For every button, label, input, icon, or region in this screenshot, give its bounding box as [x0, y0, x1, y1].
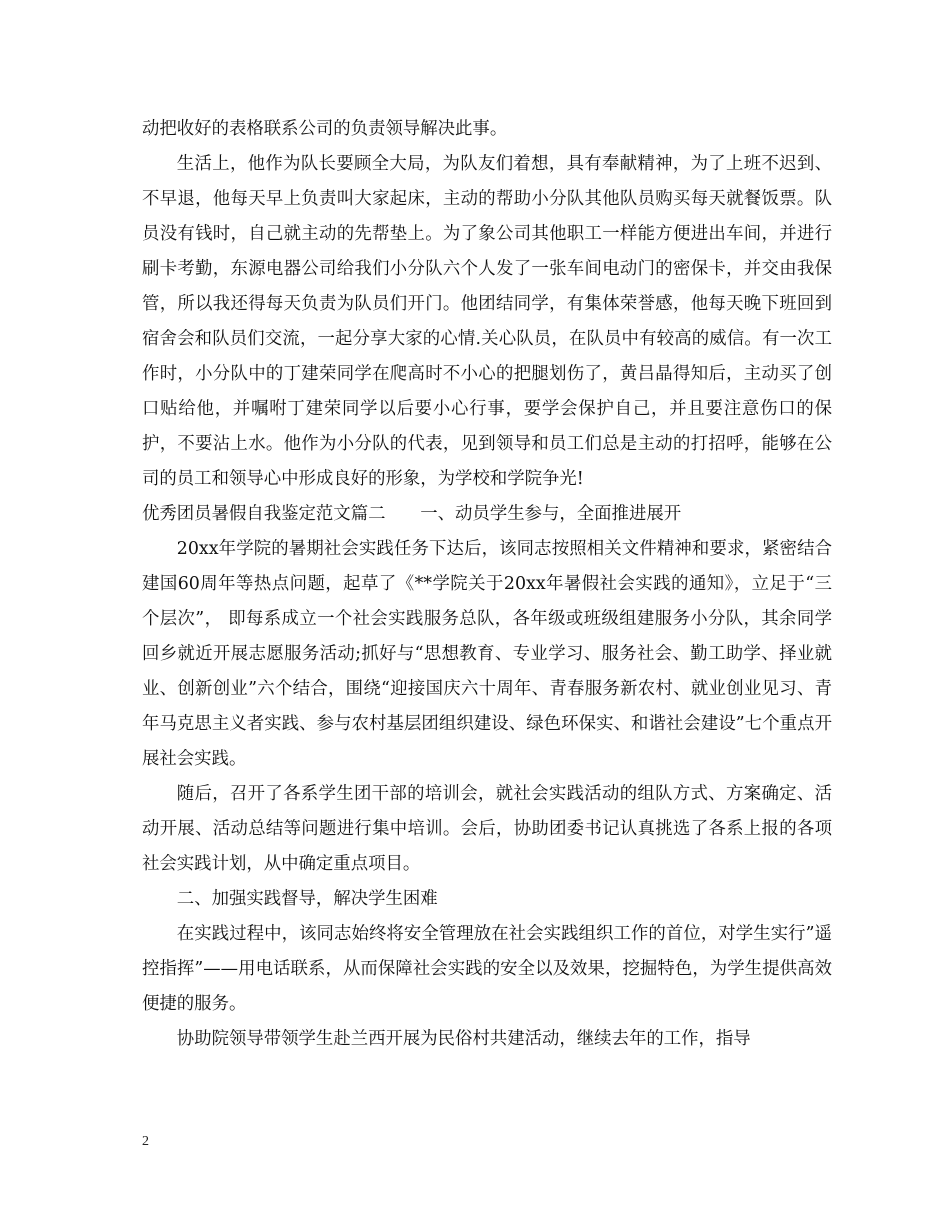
section-heading: 二、加强实践督导，解决学生困难 [176, 889, 438, 909]
paragraph: 协助院领导带领学生赴兰西开展为民俗村共建活动，继续去年的工作，指导 [176, 1029, 751, 1049]
paragraph: 生活上，他作为队长要顾全大局，为队友们着想，具有奉献精神，为了上班不迟到、不早退，他每天早上负责叫大家起床，主动的帮助小分队其他队员购买每天就餐饭票。队员没有钱时，自己就主动的先帮垫上。为了象公司其他职工一样能方便进出车间，并进行刷卡考勤，东源电器公司给我们小分队六个人发了一张车间电动门的密保卡，并交由我保管，所以我还得每天负责为队员们开门。他团结同学，有集体荣誉感，他每天晚下班回到宿舍会和队员们交流，一起分享大家的心情.关心队员，在队员中有较高的威信。有一次工作时，小分队中的丁建荣同学在爬高时不小心的把腿划伤了，黄吕晶得知后，主动买了创口贴给他，并嘱咐丁建荣同学以后要小心行事，要学会保护自己，并且要注意伤口的保护，不要沾上水。他作为小分队的代表，见到领导和员工们总是主动的打招呼，能够在公司的员工和领导心中形成良好的形象，为学校和学院争光! [142, 154, 832, 489]
page-number: 2 [142, 1134, 149, 1149]
paragraph: 20xx年学院的暑期社会实践任务下达后，该同志按照相关文件精神和要求，紧密结合建国60周年等热点问题，起草了《**学院关于20xx年暑假社会实践的通知》，立足于“三个层次”， 即每系成立一个社会实践服务总队，各年级或班级组建服务小分队，其余同学回乡就近开展志愿服务活动;抓好与“思想教育、专业学习、服务社会、勤工助学、择业就业、创新创业”六个结合，围绕“迎接国庆六十周年、青春服务新农村、就业创业见习、青年马克思主义者实践、参与农村基层团组织建设、绿色环保实、和谐社会建设”七个重点开展社会实践。 [142, 539, 832, 769]
section-heading: 优秀团员暑假自我鉴定范文篇二 一、动员学生参与，全面推进展开 [142, 504, 682, 524]
paragraph: 随后，召开了各系学生团干部的培训会，就社会实践活动的组队方式、方案确定、活动开展、活动总结等问题进行集中培训。会后，协助团委书记认真挑选了各系上报的各项社会实践计划，从中确定重点项目。 [142, 784, 832, 874]
paragraph: 动把收好的表格联系公司的负责领导解决此事。 [142, 119, 508, 139]
paragraph: 在实践过程中，该同志始终将安全管理放在社会实践组织工作的首位，对学生实行”遥控指挥”——用电话联系，从而保障社会实践的安全以及效果，挖掘特色，为学生提供高效便捷的服务。 [142, 924, 832, 1014]
document-body [142, 112, 832, 1057]
